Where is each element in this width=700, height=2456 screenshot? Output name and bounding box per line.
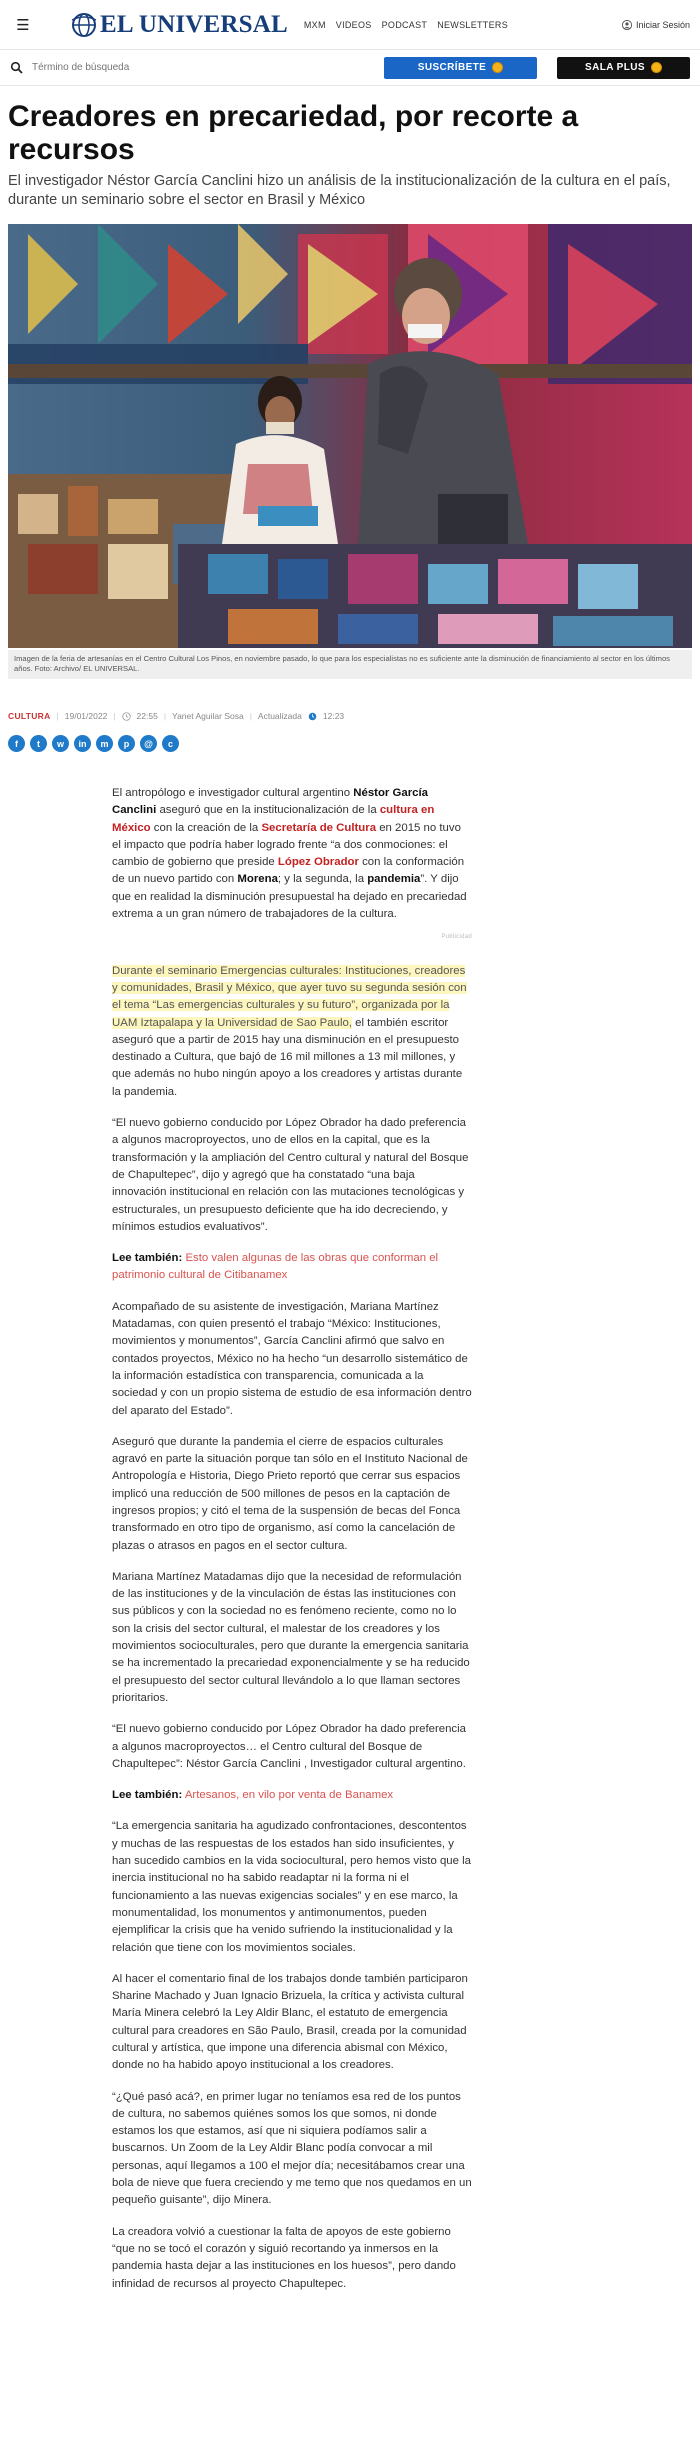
publish-time: 22:55 [136, 711, 158, 721]
hero-photo [8, 224, 692, 648]
read-also-link[interactable]: Artesanos, en vilo por venta de Banamex [184, 1789, 394, 1802]
top-bar [0, 0, 700, 50]
highlighted-text: Durante el seminario Emergencias culturales: Instituciones, creadores y comunidades, Brasil y México, que ayer tuvo su segunda sesión con el tema “Las emergencias culturales y su futuro”, organizada por la UAM Iztapalapa y la Universidad de Sao Paulo, [112, 964, 467, 1029]
site-logo[interactable] [70, 11, 288, 39]
updated-clock-icon [308, 712, 317, 721]
facebook-icon[interactable]: f [8, 735, 25, 752]
section-label[interactable]: CULTURA [8, 711, 51, 721]
read-also [112, 1787, 472, 1804]
nav-videos[interactable]: VIDEOS [335, 19, 372, 30]
coin-icon [492, 62, 503, 73]
paragraph: “¿Qué pasó acá?, en primer lugar no teníamos esa red de los puntos de cultura, no sabemos quiénes somos los que somos, ni donde estamos los que estamos, así que ni siquiera podíamos salir a buscarnos. Un Zoom de la Ley Aldir Blanc podía convocar a mil personas, aquí llegamos a 100 el mejor día; necesitábamos crear una bola de nieve que fuera creciendo y me temo que nos quedamos en un pequeño guisante”, dijo Minera. [112, 2090, 472, 2207]
text: con la creación de la [150, 821, 262, 834]
user-icon [622, 20, 632, 30]
nav-podcast[interactable]: PODCAST [381, 19, 428, 30]
subscribe-label: SUSCRÍBETE [417, 62, 487, 73]
bold-term: Morena [237, 873, 278, 886]
text: ”. Y dijo que en realidad la disminución presupuestal ha dejado en precariedad extrema a un gran número de trabajadores de la cultura. [112, 873, 467, 921]
author-name[interactable]: Yanet Aguilar Sosa [172, 711, 244, 721]
search-icon[interactable] [10, 61, 24, 75]
login-label: Iniciar Sesión [635, 19, 690, 30]
article-header [0, 86, 700, 210]
sala-plus-label: SALA PLUS [585, 62, 645, 73]
coin-icon [651, 62, 662, 73]
text: el también escritor aseguró que a partir de 2015 hay una disminución en el presupuesto destinado a Cultura, que bajó de 16 mil millones a 13 mil millones, y que además no hubo ningún apoyo a los creadores y artistas durante la pandemia. [112, 1016, 463, 1098]
paragraph: “La emergencia sanitaria ha agudizado confrontaciones, descontentos y muchas de las respuestas de los estados han sido insuficientes, y han sucedido cambios en la vida sociocultural, pero hemos visto que la inercia institucional no ha sabido readaptar ni la forma ni el funcionamiento a las nuevas exigencias sociales” y en ese marco, la monumentalidad, los monumentos y antimonumentos, pueden ejemplificar la crisis que ha venido sufriendo la institucionalidad y la relación que tiene con los movimientos sociales. [112, 1820, 472, 1954]
paragraph [112, 785, 472, 923]
pinterest-icon[interactable]: p [118, 735, 135, 752]
menu-icon[interactable]: ☰ [16, 16, 30, 34]
top-nav [304, 20, 508, 30]
inline-link[interactable]: López Obrador [277, 856, 359, 869]
meta-divider: | [249, 711, 252, 721]
text: aseguró que en la institucionalización de la [156, 804, 380, 817]
article-body [112, 785, 472, 2307]
search-bar [0, 50, 700, 86]
logo-text: EL UNIVERSAL [100, 10, 288, 38]
inline-link[interactable]: Secretaría de Cultura [261, 821, 377, 834]
clock-icon [122, 712, 131, 721]
whatsapp-icon[interactable]: w [52, 735, 69, 752]
copy-link-icon[interactable]: c [162, 735, 179, 752]
sala-plus-button[interactable] [557, 57, 690, 79]
nav-mxm[interactable]: MXM [303, 19, 326, 30]
read-also-link[interactable]: Esto valen algunas de las obras que conforman el patrimonio cultural de Citibanamex [112, 1252, 439, 1282]
messenger-icon[interactable]: m [96, 735, 113, 752]
nav-newsletters[interactable]: NEWSLETTERS [437, 19, 509, 30]
meta-divider: | [163, 711, 167, 721]
meta-divider: | [113, 711, 116, 721]
paragraph: Mariana Martínez Matadamas dijo que la necesidad de reformulación de las instituciones y de la vinculación de éstas las instituciones con sus públicos y con la sociedad no es fenómeno reciente, como no lo son la crisis del sector cultural, el malestar de los creadores y los movimientos socioculturales, pero que durante la emergencia sanitaria se ha incrementado la precariedad exponencialmente y se ha reducido el presupuesto del sector cultural llevándolo a lo que llaman sectores prioritarios. [112, 1570, 470, 1704]
article-meta [8, 711, 692, 721]
search-input[interactable] [32, 62, 282, 73]
text: ; y la segunda, la [277, 873, 368, 886]
paragraph: Acompañado de su asistente de investigación, Mariana Martínez Matadamas, con quien presentó el trabajo “México: Instituciones, movimientos y monumentos”, García Canclini afirmó que salvo en contados proyectos, México no ha hecho “un desarrollo sistemático de la información estadística con transparencia, comunicada a la sociedad y con un propio sistema de estudio de esa información dentro del aparato del Estado”. [112, 1300, 472, 1417]
paragraph: La creadora volvió a cuestionar la falta de apoyos de este gobierno “que no se tocó el corazón y siguió recortando ya inmersos en la pandemia hasta dejar a las instituciones en los huesos”, pero dando infinidad de recursos al proyecto Chapultepec. [112, 2225, 456, 2290]
share-bar [8, 735, 692, 752]
globe-icon [70, 11, 98, 39]
read-also-label: Lee también: [112, 1252, 183, 1265]
publish-date: 19/01/2022 [64, 711, 108, 721]
paragraph: Al hacer el comentario final de los trabajos donde también participaron Sharine Machado y Juan Ignacio Brizuela, la crítica y activista cultural María Minera celebró la Ley Aldir Blanc, el estatuto de emergencia cultural para creadores en São Paulo, Brasil, creada por la comunidad cultural y artística, que impone una diferencia abismal con México, donde no ha habido apoyo institucional a los creadores. [112, 1972, 468, 2072]
email-icon[interactable]: @ [140, 735, 157, 752]
text: en 2015 no tuvo el impacto que podría haber logrado frente “a dos conmociones: el cambio de gobierno que preside [112, 821, 461, 869]
updated-time: 12:23 [322, 711, 345, 721]
text: El antropólogo e investigador cultural argentino [112, 787, 354, 799]
paragraph: “El nuevo gobierno conducido por López Obrador ha dado preferencia a algunos macroproyectos… el Centro cultural del Bosque de Chapultepec”: Néstor García Canclini , Investigador cultural argentino. [112, 1723, 466, 1770]
read-also-label: Lee también: [112, 1789, 183, 1802]
paragraph [112, 963, 472, 1101]
person-name: Néstor García Canclini [112, 787, 428, 817]
paragraph: Aseguró que durante la pandemia el cierre de espacios culturales agravó en parte la situación porque tan sólo en el Instituto Nacional de Antropología e Historia, Diego Prieto reportó que cerrar sus espacios implicó una reducción de 500 millones de pesos en la captación de ingresos propios; y citó el tema de la suspensión de becas del Fonca transformado en otro tipo de organismo, así como la cancelación de plazas o atrasos en pagos en el sector cultura. [112, 1435, 468, 1552]
login-link[interactable] [622, 20, 690, 30]
updated-label: Actualizada [257, 711, 302, 721]
article-dek: El investigador Néstor García Canclini hizo un análisis de la institucionalización de la cultura en el país, durante un seminario sobre el sector en Brasil y México [8, 173, 671, 208]
read-also [112, 1250, 472, 1285]
bold-term: pandemia [367, 873, 421, 886]
linkedin-icon[interactable]: in [74, 735, 91, 752]
meta-divider: | [56, 711, 59, 721]
hero-image [8, 224, 692, 648]
inline-link[interactable]: cultura en México [112, 804, 435, 834]
text: con la conformación de un nuevo partido con [112, 856, 465, 886]
paragraph: “El nuevo gobierno conducido por López Obrador ha dado preferencia a algunos macroproyectos, uno de ellos en la capital, que es la transformación y la ampliación del Centro cultural y natural del Bosque de Chapultepec”, dijo y agregó que ha constatado “una baja innovación institucional en relación con las mutaciones tecnológicas y estructurales, un presupuesto deficiente que ha ido decreciendo, y mínimos estudios evaluativos”. [112, 1117, 469, 1233]
ad-label: Publicidad [441, 934, 472, 941]
hero-caption: Imagen de la feria de artesanías en el Centro Cultural Los Pinos, en noviembre pasado, lo que para los especialistas no es suficiente ante la disminución de financiamiento al sector en los últimos años. Foto: Archivo/ EL UNIVERSAL. [8, 650, 692, 679]
article-title: Creadores en precariedad, por recorte a recursos [8, 100, 579, 166]
subscribe-button[interactable] [384, 57, 537, 79]
twitter-icon[interactable]: t [30, 735, 47, 752]
